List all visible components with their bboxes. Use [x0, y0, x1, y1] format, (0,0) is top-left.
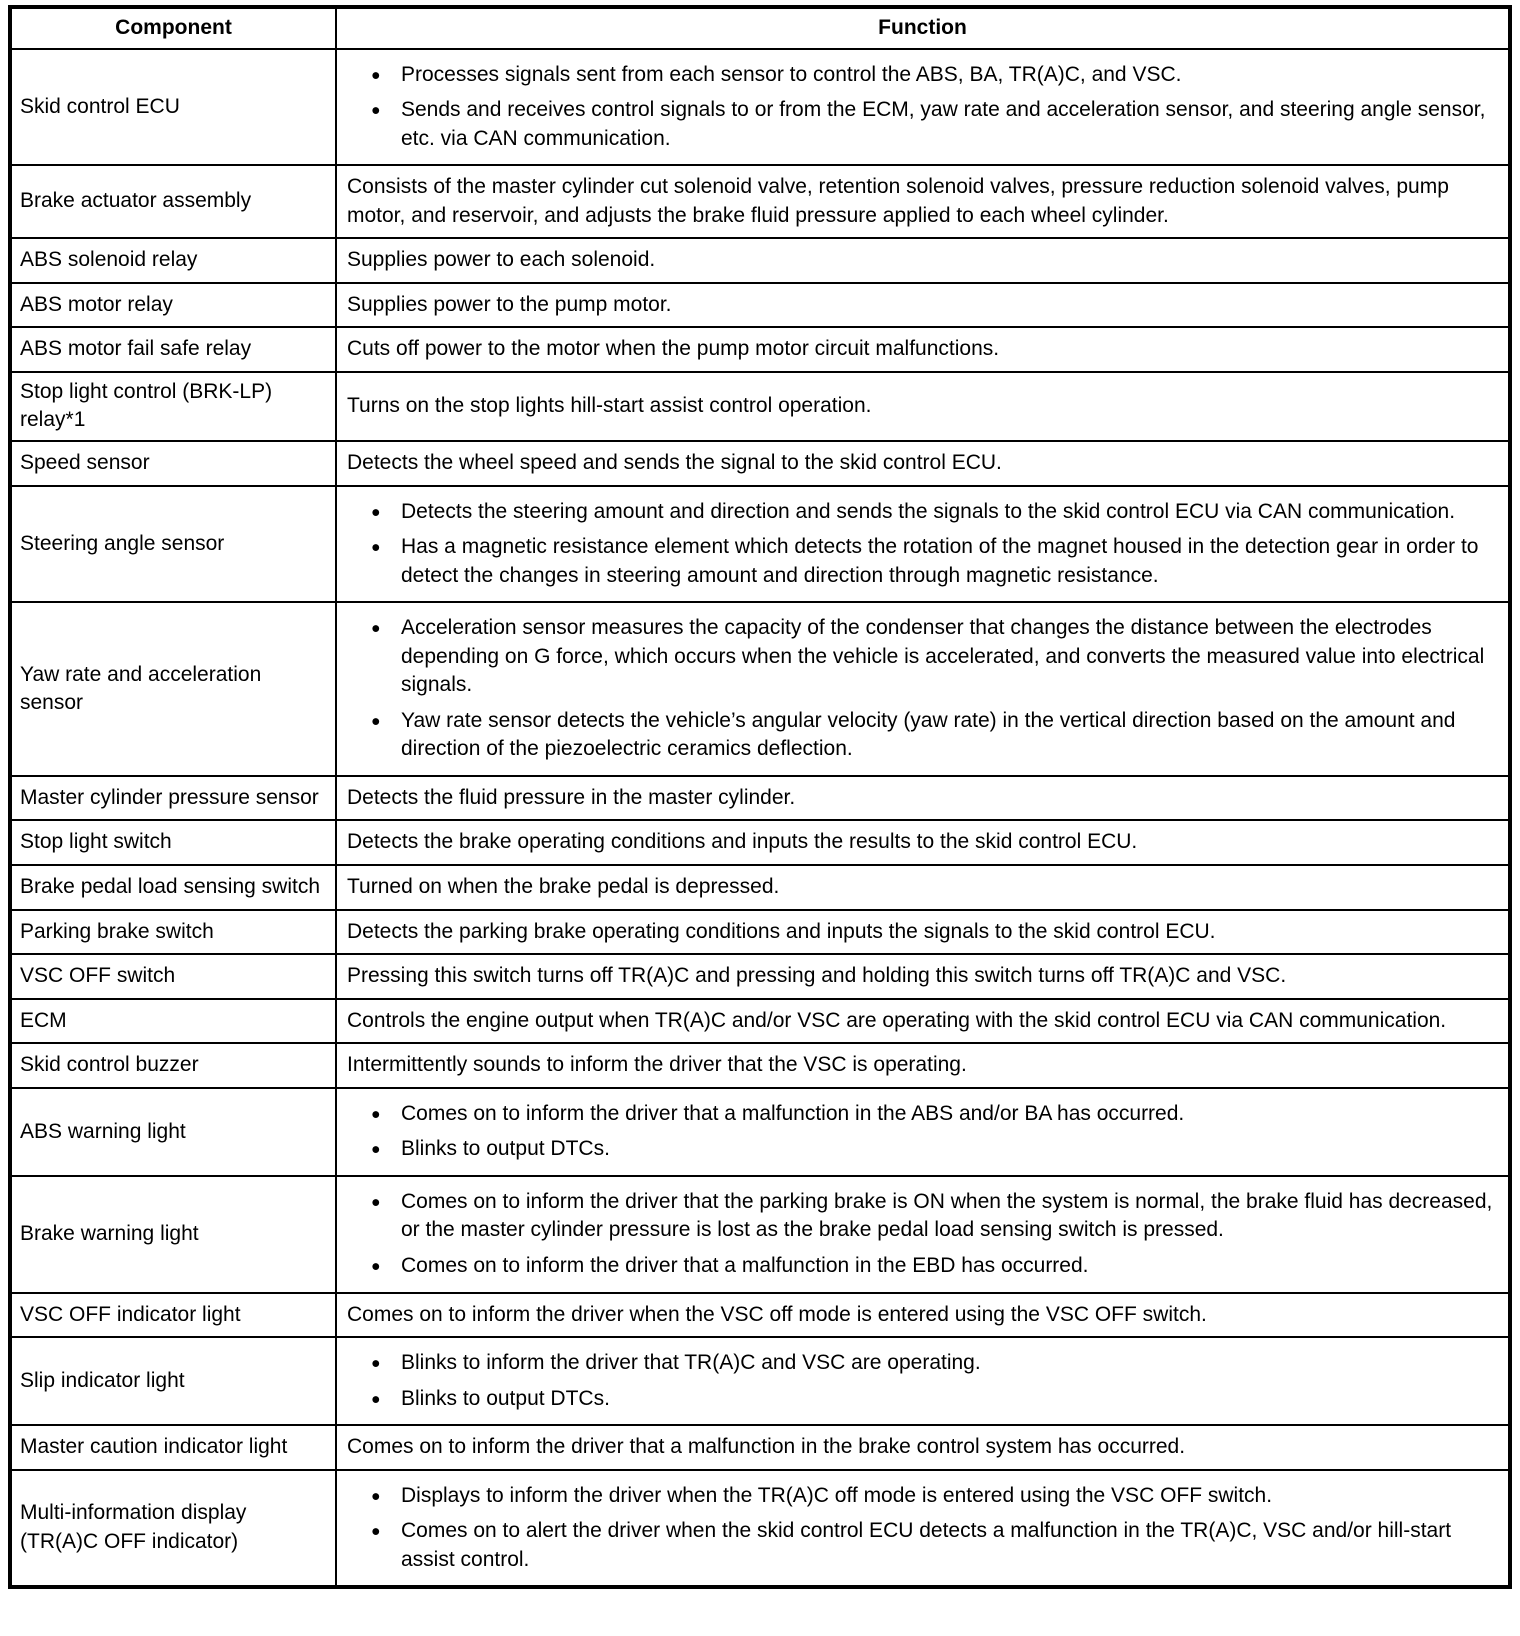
table-row — [10, 865, 1510, 910]
bullet-item: ● Blinks to inform the driver that TR(A)C and VSC are operating. — [369, 1349, 1498, 1378]
component-cell: ABS motor fail safe relay — [10, 327, 336, 372]
function-text: Pressing this switch turns off TR(A)C and pressing and holding this switch turns off TR(A)C and VSC. — [347, 964, 1287, 988]
function-text: Consists of the master cylinder cut solenoid valve, retention solenoid valves, pressure reduction solenoid valves, pump motor, and reservoir, and adjusts the brake fluid pressure applied to each wheel cylinder. — [347, 175, 1449, 227]
function-text: Turned on when the brake pedal is depressed. — [347, 875, 780, 899]
component-function-table — [8, 5, 1512, 1589]
bullet-item: ● Detects the steering amount and direction and sends the signals to the skid control ECU via CAN communication. — [369, 498, 1498, 527]
component-cell: Master caution indicator light — [10, 1425, 336, 1470]
component-cell: Stop light switch — [10, 820, 336, 865]
component-cell: VSC OFF switch — [10, 954, 336, 999]
function-text: Turns on the stop lights hill-start assist control operation. — [347, 394, 872, 418]
function-cell — [336, 999, 1510, 1044]
component-cell: Brake warning light — [10, 1176, 336, 1293]
function-cell — [336, 910, 1510, 955]
bullet-item: ● Blinks to output DTCs. — [369, 1135, 1498, 1164]
function-text: Comes on to inform the driver when the VSC off mode is entered using the VSC OFF switch. — [347, 1302, 1207, 1326]
function-cell — [336, 1337, 1510, 1425]
bullet-list — [347, 1482, 1498, 1575]
component-cell: ECM — [10, 999, 336, 1044]
function-cell — [336, 602, 1510, 776]
function-text: Controls the engine output when TR(A)C and/or VSC are operating with the skid control ECU via CAN communication. — [347, 1008, 1447, 1032]
component-cell: Parking brake switch — [10, 910, 336, 955]
bullet-item: ● Has a magnetic resistance element which detects the rotation of the magnet housed in the detection gear in order to detect the changes in steering amount and direction through magnetic resistance. — [369, 533, 1498, 590]
component-cell: Skid control ECU — [10, 49, 336, 166]
bullet-item: ● Displays to inform the driver when the TR(A)C off mode is entered using the VSC OFF switch. — [369, 1482, 1498, 1511]
function-text: Intermittently sounds to inform the driver that the VSC is operating. — [347, 1053, 967, 1077]
component-cell: Skid control buzzer — [10, 1043, 336, 1088]
component-cell: Stop light control (BRK-LP) relay*1 — [10, 372, 336, 441]
component-cell: Steering angle sensor — [10, 486, 336, 603]
table-row — [10, 776, 1510, 821]
table-body — [10, 49, 1510, 1588]
component-cell: VSC OFF indicator light — [10, 1293, 336, 1338]
header-row — [10, 7, 1510, 49]
table-row — [10, 1176, 1510, 1293]
function-cell — [336, 327, 1510, 372]
table-row — [10, 327, 1510, 372]
bullet-list — [347, 1349, 1498, 1413]
function-text: Supplies power to each solenoid. — [347, 248, 656, 272]
component-cell: Multi-information display (TR(A)C OFF indicator) — [10, 1470, 336, 1588]
table-row — [10, 1337, 1510, 1425]
function-cell — [336, 441, 1510, 486]
function-cell — [336, 238, 1510, 283]
table-row — [10, 441, 1510, 486]
table-row — [10, 910, 1510, 955]
function-cell — [336, 865, 1510, 910]
header-function: Function — [336, 7, 1510, 49]
bullet-item: ● Comes on to inform the driver that the parking brake is ON when the system is normal, the brake fluid has decreased, or the master cylinder pressure is lost as the brake pedal load sensing switch is pressed. — [369, 1188, 1498, 1245]
function-cell — [336, 820, 1510, 865]
bullet-item: ● Blinks to output DTCs. — [369, 1385, 1498, 1414]
component-cell: Brake actuator assembly — [10, 165, 336, 238]
function-cell — [336, 49, 1510, 166]
table-row — [10, 1043, 1510, 1088]
bullet-list — [347, 1188, 1498, 1281]
table-header — [10, 7, 1510, 49]
bullet-list — [347, 498, 1498, 591]
table-row — [10, 1425, 1510, 1470]
function-text: Comes on to inform the driver that a malfunction in the brake control system has occurred. — [347, 1435, 1186, 1459]
table-row — [10, 165, 1510, 238]
bullet-item: ● Processes signals sent from each sensor to control the ABS, BA, TR(A)C, and VSC. — [369, 61, 1498, 90]
function-cell — [336, 1470, 1510, 1588]
component-cell: Speed sensor — [10, 441, 336, 486]
bullet-item: ● Acceleration sensor measures the capacity of the condenser that changes the distance between the electrodes depending on G force, which occurs when the vehicle is accelerated, and converts the measured value into electrical signals. — [369, 614, 1498, 700]
function-cell — [336, 1425, 1510, 1470]
table-row — [10, 1088, 1510, 1176]
function-text: Cuts off power to the motor when the pump motor circuit malfunctions. — [347, 337, 1000, 361]
function-cell — [336, 372, 1510, 441]
table-row — [10, 999, 1510, 1044]
header-component: Component — [10, 7, 336, 49]
bullet-list — [347, 614, 1498, 764]
function-cell — [336, 1176, 1510, 1293]
table-row — [10, 1470, 1510, 1588]
function-cell — [336, 1043, 1510, 1088]
function-cell — [336, 486, 1510, 603]
bullet-item: ● Comes on to inform the driver that a malfunction in the ABS and/or BA has occurred. — [369, 1100, 1498, 1129]
component-cell: Yaw rate and acceleration sensor — [10, 602, 336, 776]
function-text: Supplies power to the pump motor. — [347, 292, 672, 316]
function-cell — [336, 776, 1510, 821]
table-row — [10, 486, 1510, 603]
component-cell: ABS solenoid relay — [10, 238, 336, 283]
bullet-item: ● Sends and receives control signals to or from the ECM, yaw rate and acceleration sensor, and steering angle sensor, etc. via CAN communication. — [369, 96, 1498, 153]
function-cell — [336, 283, 1510, 328]
table-row — [10, 283, 1510, 328]
function-text: Detects the parking brake operating conditions and inputs the signals to the skid control ECU. — [347, 919, 1216, 943]
bullet-list — [347, 1100, 1498, 1164]
component-cell: ABS motor relay — [10, 283, 336, 328]
function-cell — [336, 954, 1510, 999]
component-cell: ABS warning light — [10, 1088, 336, 1176]
bullet-item: ● Comes on to inform the driver that a malfunction in the EBD has occurred. — [369, 1252, 1498, 1281]
function-text: Detects the fluid pressure in the master cylinder. — [347, 785, 796, 809]
function-cell — [336, 1088, 1510, 1176]
table-row — [10, 49, 1510, 166]
component-cell: Master cylinder pressure sensor — [10, 776, 336, 821]
function-text: Detects the brake operating conditions and inputs the results to the skid control ECU. — [347, 830, 1138, 854]
table-row — [10, 1293, 1510, 1338]
table-row — [10, 372, 1510, 441]
bullet-item: ● Yaw rate sensor detects the vehicle’s angular velocity (yaw rate) in the vertical direction based on the amount and direction of the piezoelectric ceramics deflection. — [369, 707, 1498, 764]
table-row — [10, 820, 1510, 865]
bullet-item: ● Comes on to alert the driver when the skid control ECU detects a malfunction in the TR(A)C, VSC and/or hill-start assist control. — [369, 1517, 1498, 1574]
table-row — [10, 238, 1510, 283]
function-cell — [336, 165, 1510, 238]
bullet-list — [347, 61, 1498, 154]
table-row — [10, 954, 1510, 999]
component-cell: Slip indicator light — [10, 1337, 336, 1425]
table-row — [10, 602, 1510, 776]
function-text: Detects the wheel speed and sends the signal to the skid control ECU. — [347, 451, 1002, 475]
function-cell — [336, 1293, 1510, 1338]
component-cell: Brake pedal load sensing switch — [10, 865, 336, 910]
